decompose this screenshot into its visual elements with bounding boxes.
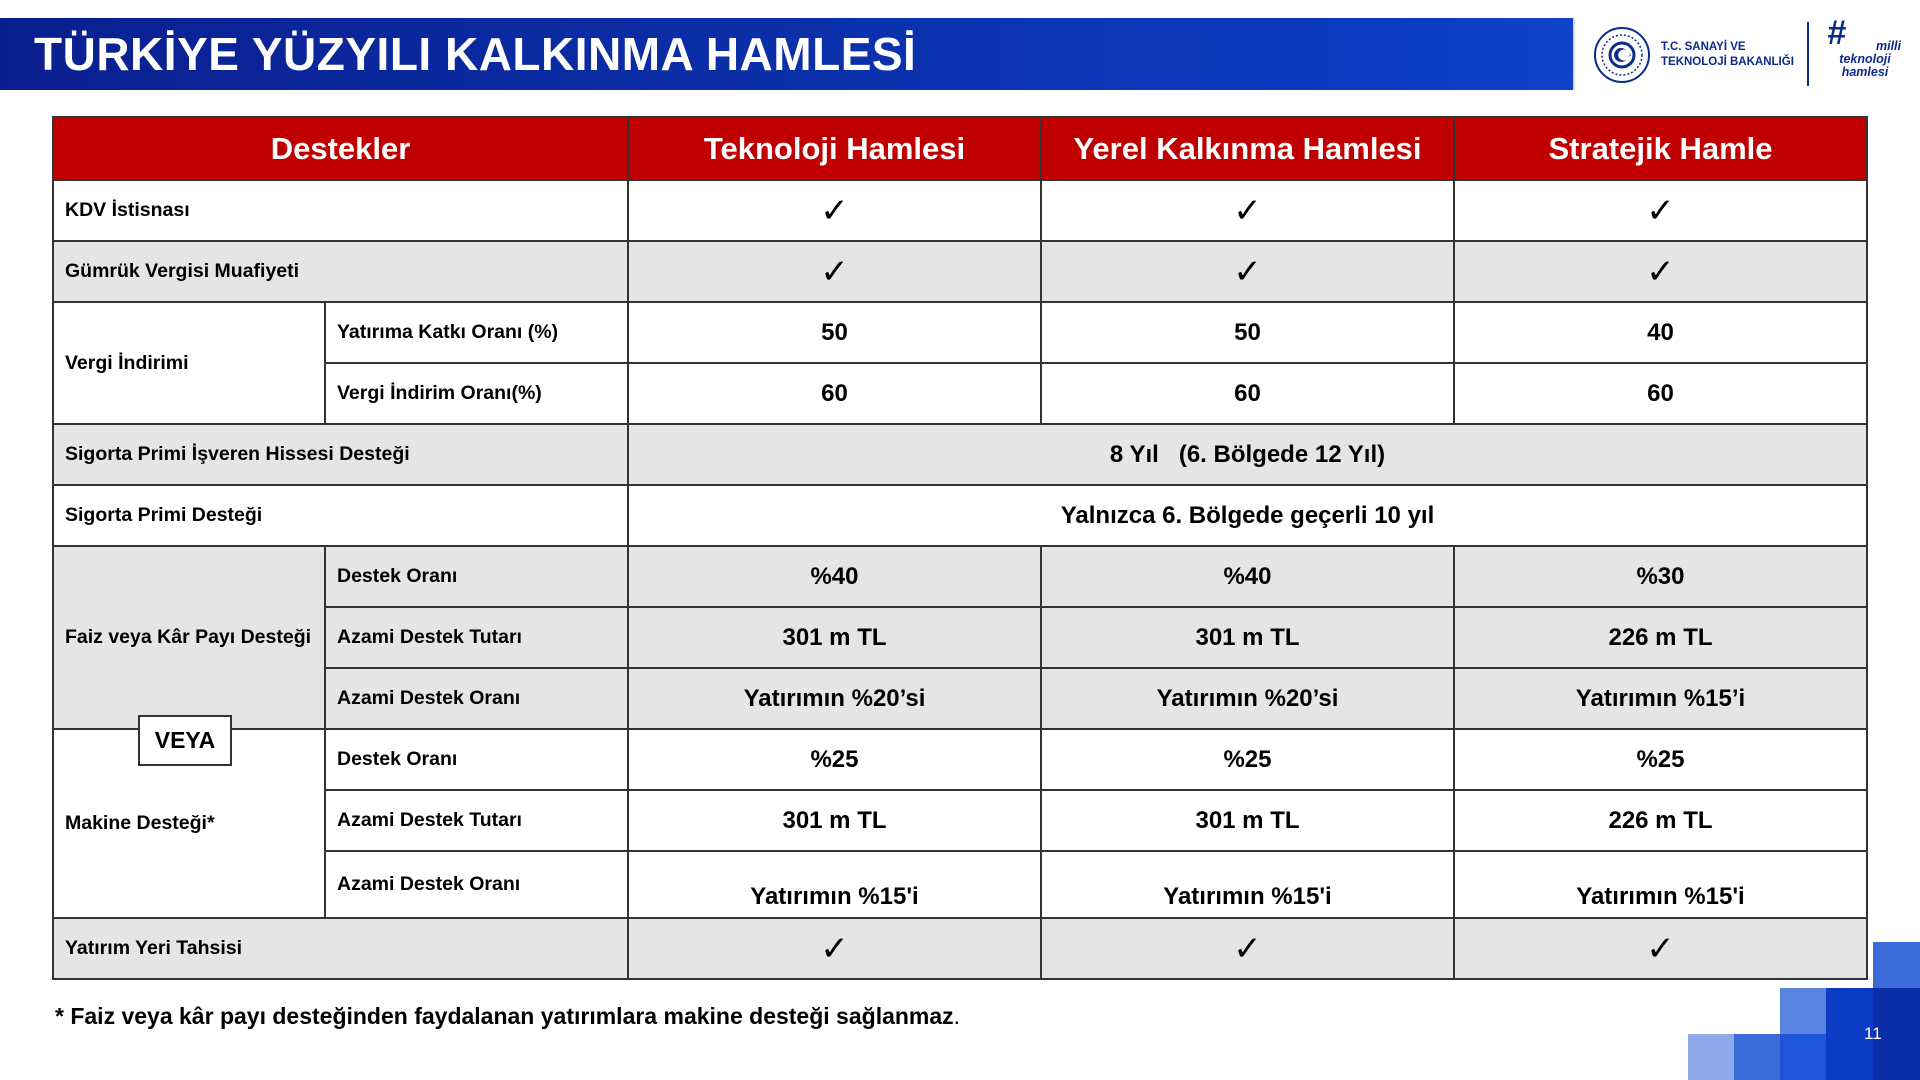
table-row-yatirim-yeri — [53, 918, 1867, 979]
ministry-seal-icon — [1593, 26, 1651, 84]
ministry-name: T.C. SANAYİ VE TEKNOLOJİ BAKANLIĞI — [1661, 41, 1794, 68]
check-icon: ✓ — [1041, 918, 1454, 979]
decor-square — [1688, 1034, 1734, 1080]
row-label: Makine Desteği* — [53, 729, 325, 918]
sub-label: Azami Destek Oranı — [325, 668, 628, 729]
check-icon: ✓ — [628, 918, 1041, 979]
header-destekler: Destekler — [53, 117, 628, 180]
row-label: Vergi İndirimi — [53, 302, 325, 424]
cell-value: 8 Yıl (6. Bölgede 12 Yıl) — [628, 424, 1867, 485]
cell-value: 60 — [1041, 363, 1454, 424]
table-row-makine-1 — [53, 729, 1867, 790]
page-title: TÜRKİYE YÜZYILI KALKINMA HAMLESİ — [34, 28, 917, 80]
cell-value: 40 — [1454, 302, 1867, 363]
table-row-makine-2 — [53, 790, 1867, 851]
table-row-sigorta — [53, 485, 1867, 546]
table-row-kdv — [53, 180, 1867, 241]
check-icon: ✓ — [1041, 241, 1454, 302]
cell-value: 301 m TL — [1041, 607, 1454, 668]
veya-label: VEYA — [138, 715, 232, 766]
sub-label: Destek Oranı — [325, 729, 628, 790]
sub-label: Vergi İndirim Oranı(%) — [325, 363, 628, 424]
decor-square — [1780, 988, 1826, 1034]
check-icon: ✓ — [628, 241, 1041, 302]
sub-label: Azami Destek Tutarı — [325, 607, 628, 668]
cell-value: Yatırımın %15'i — [1041, 851, 1454, 918]
decor-square — [1734, 1034, 1780, 1080]
table-header-row — [53, 117, 1867, 180]
table-row-makine-3 — [53, 851, 1867, 918]
cell-value: Yalnızca 6. Bölgede geçerli 10 yıl — [628, 485, 1867, 546]
cell-value: 60 — [1454, 363, 1867, 424]
logo-divider — [1807, 22, 1809, 86]
check-icon: ✓ — [1454, 180, 1867, 241]
table-row-vergi-1 — [53, 302, 1867, 363]
row-label: Sigorta Primi Desteği — [53, 485, 628, 546]
footnote: * Faiz veya kâr payı desteğinden faydalanan yatırımlara makine desteği sağlanmaz. — [55, 1003, 961, 1029]
cell-value: 50 — [628, 302, 1041, 363]
table-row-sigorta-isveren — [53, 424, 1867, 485]
check-icon: ✓ — [1454, 918, 1867, 979]
row-label: Gümrük Vergisi Muafiyeti — [53, 241, 628, 302]
cell-value: 301 m TL — [628, 607, 1041, 668]
table-row-gumruk — [53, 241, 1867, 302]
header-yerel-kalkinma-hamlesi: Yerel Kalkınma Hamlesi — [1041, 117, 1454, 180]
check-icon: ✓ — [628, 180, 1041, 241]
cell-value: Yatırımın %20’si — [1041, 668, 1454, 729]
cell-value: Yatırımın %15'i — [628, 851, 1041, 918]
header-teknoloji-hamlesi: Teknoloji Hamlesi — [628, 117, 1041, 180]
check-icon: ✓ — [1041, 180, 1454, 241]
logo-area — [1573, 14, 1920, 90]
cell-value: Yatırımın %15’i — [1454, 668, 1867, 729]
row-label: Yatırım Yeri Tahsisi — [53, 918, 628, 979]
decor-square — [1780, 1034, 1826, 1080]
row-label: Sigorta Primi İşveren Hissesi Desteği — [53, 424, 628, 485]
sub-label: Azami Destek Oranı — [325, 851, 628, 918]
title-banner — [0, 14, 1920, 90]
cell-value: 226 m TL — [1454, 607, 1867, 668]
cell-value: 226 m TL — [1454, 790, 1867, 851]
table-row-faiz-2 — [53, 607, 1867, 668]
page-number: 11 — [1864, 1024, 1882, 1043]
table-row-faiz-1 — [53, 546, 1867, 607]
cell-value: %25 — [628, 729, 1041, 790]
decor-square — [1873, 942, 1920, 988]
cell-value: 301 m TL — [628, 790, 1041, 851]
cell-value: Yatırımın %15'i — [1454, 851, 1867, 918]
cell-value: %25 — [1454, 729, 1867, 790]
cell-value: 50 — [1041, 302, 1454, 363]
sub-label: Destek Oranı — [325, 546, 628, 607]
cell-value: %40 — [1041, 546, 1454, 607]
table-row-vergi-2 — [53, 363, 1867, 424]
cell-value: 60 — [628, 363, 1041, 424]
sub-label: Azami Destek Tutarı — [325, 790, 628, 851]
cell-value: %25 — [1041, 729, 1454, 790]
cell-value: 301 m TL — [1041, 790, 1454, 851]
row-label: KDV İstisnası — [53, 180, 628, 241]
check-icon: ✓ — [1454, 241, 1867, 302]
row-label: Faiz veya Kâr Payı Desteği — [53, 546, 325, 729]
cell-value: %30 — [1454, 546, 1867, 607]
cell-value: %40 — [628, 546, 1041, 607]
table-row-faiz-3 — [53, 668, 1867, 729]
cell-value: Yatırımın %20’si — [628, 668, 1041, 729]
milli-teknoloji-hamlesi-logo: # milli teknoloji hamlesi — [1827, 14, 1901, 79]
header-stratejik-hamle: Stratejik Hamle — [1454, 117, 1867, 180]
sub-label: Yatırıma Katkı Oranı (%) — [325, 302, 628, 363]
support-table — [52, 116, 1868, 980]
